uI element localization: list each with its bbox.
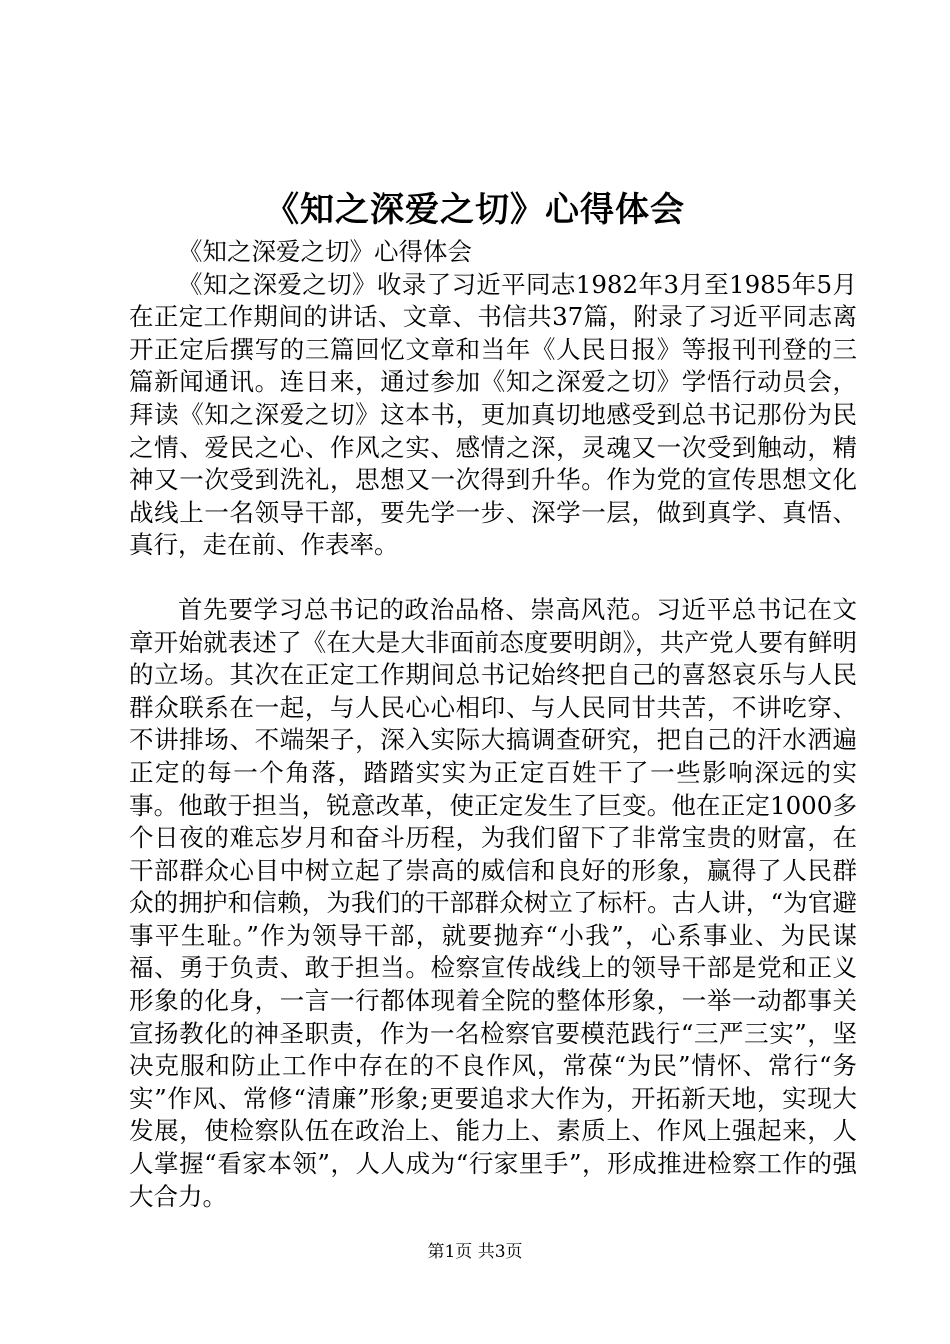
document-title: 《知之深爱之切》心得体会 xyxy=(265,190,685,230)
paragraph-1: 《知之深爱之切》收录了习近平同志1982年3月至1985年5月在正定工作期间的讲话、文章、书信共37篇，附录了习近平同志离开正定后撰写的三篇回忆文章和当年《人民日报》等报刊刊登的三篇新闻通讯。连日来，通过参加《知之深爱之切》学悟行动员会，拜读《知之深爱之切》这本书，更加真切地感受到总书记那份为民之情、爱民之心、作风之实、感情之深，灵魂又一次受到触动，精神又一次受到洗礼，思想又一次得到升华。作为党的宣传思想文化战线上一名领导干部，要先学一步、深学一层，做到真学、真悟、真行，走在前、作表率。 xyxy=(129,269,857,560)
page-number-footer: 第1页 共3页 xyxy=(427,1242,523,1262)
document-subtitle: 《知之深爱之切》心得体会 xyxy=(178,237,472,266)
document-body xyxy=(129,236,857,1213)
paragraph-2: 首先要学习总书记的政治品格、崇高风范。习近平总书记在文章开始就表述了《在大是大非面前态度要明朗》，共产党人要有鲜明的立场。其次在正定工作期间总书记始终把自己的喜怒哀乐与人民群众联系在一起，与人民心心相印、与人民同甘共苦，不讲吃穿、不讲排场、不端架子，深入实际大搞调查研究，把自己的汗水洒遍正定的每一个角落，踏踏实实为正定百姓干了一些影响深远的实事。他敢于担当，锐意改革，使正定发生了巨变。他在正定1000多个日夜的难忘岁月和奋斗历程，为我们留下了非常宝贵的财富，在干部群众心目中树立起了崇高的威信和良好的形象，赢得了人民群众的拥护和信赖，为我们的干部群众树立了标杆。古人讲，“为官避事平生耻。”作为领导干部，就要抛弃“小我”，心系事业、为民谋福、勇于负责、敢于担当。检察宣传战线上的领导干部是党和正义形象的化身，一言一行都体现着全院的整体形象，一举一动都事关宣扬教化的神圣职责，作为一名检察官要模范践行“三严三实”，坚决克服和防止工作中存在的不良作风，常葆“为民”情怀、常行“务实”作风、常修“清廉”形象;更要追求大作为，开拓新天地，实现大发展，使检察队伍在政治上、能力上、素质上、作风上强起来，人人掌握“看家本领”，人人成为“行家里手”，形成推进检察工作的强大合力。 xyxy=(129,594,857,1211)
